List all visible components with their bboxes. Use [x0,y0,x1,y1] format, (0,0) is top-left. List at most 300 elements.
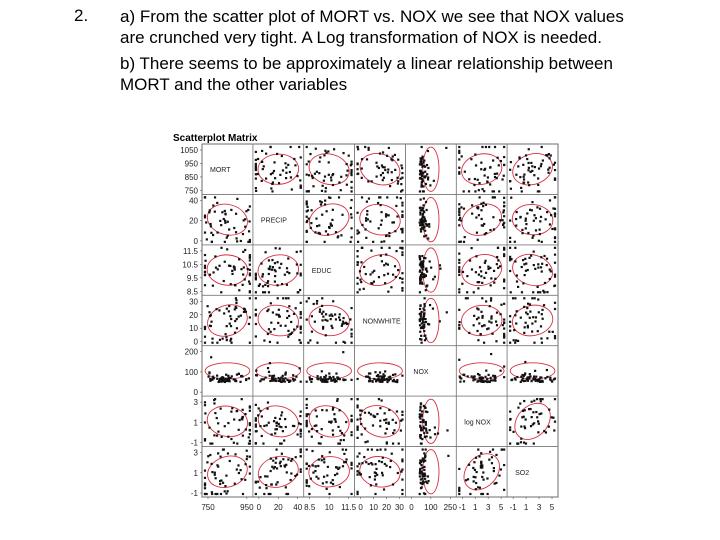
data-point [401,375,403,377]
data-point [287,164,289,166]
data-point [546,264,548,266]
data-point [496,173,498,175]
data-point [419,338,421,340]
data-point [248,220,250,222]
data-point [480,461,482,463]
data-point [220,408,222,410]
cell-border [253,144,304,194]
data-point [480,203,482,205]
density-ellipse [458,250,505,290]
data-point [221,436,223,438]
data-point [433,180,435,182]
data-point [213,402,215,404]
data-point [284,162,286,164]
data-point [249,239,251,241]
data-point [421,166,423,168]
data-point [548,426,550,428]
data-point [516,376,518,378]
data-point [212,204,214,206]
cell-border [304,194,355,244]
data-point [401,210,403,212]
data-point [388,147,390,149]
cell-border [355,346,406,396]
data-point [535,376,537,378]
data-point [424,406,426,408]
data-point [310,478,312,480]
data-point [285,297,287,299]
data-point [312,177,314,179]
data-point [262,273,264,275]
data-point [477,281,479,283]
data-point [255,404,257,406]
data-point [525,218,527,220]
data-point [279,442,281,444]
data-point [333,379,335,381]
data-point [501,219,503,221]
data-point [552,331,554,333]
data-point [420,415,422,417]
data-point [320,378,322,380]
data-point [285,486,287,488]
bottom-tick-label: 20 [382,503,391,512]
data-point [554,337,556,339]
data-point [249,256,251,258]
matrix-cell [456,295,507,345]
data-point [210,321,212,323]
data-point [308,218,310,220]
data-point [377,202,379,204]
data-point [421,410,423,412]
data-point [255,419,257,421]
data-point [546,211,548,213]
data-point [219,380,221,382]
data-point [299,367,301,369]
data-point [335,466,337,468]
data-point [316,225,318,227]
data-point [503,342,505,344]
data-point [458,468,460,470]
data-point [554,215,556,217]
data-point [227,221,229,223]
data-point [401,281,403,283]
data-point [365,237,367,239]
data-point [238,315,240,317]
data-point [374,415,376,417]
data-point [543,255,545,257]
data-point [458,262,460,264]
data-point [551,416,553,418]
data-point [401,289,403,291]
data-point [249,424,251,426]
data-point [481,297,483,299]
data-point [315,409,317,411]
data-point [259,487,261,489]
data-point [219,220,221,222]
data-point [226,248,228,250]
data-point [324,190,326,192]
data-point [317,375,319,377]
data-point [306,420,308,422]
data-point [309,153,311,155]
data-point [384,448,386,450]
data-point [293,158,295,160]
data-point [497,157,499,159]
data-point [493,228,495,230]
data-point [310,381,312,383]
data-point [373,378,375,380]
data-point [472,379,474,381]
data-point [422,264,424,266]
data-point [221,211,223,213]
data-point [479,380,481,382]
data-point [265,487,267,489]
data-point [492,159,494,161]
data-point [509,321,511,323]
data-point [531,416,533,418]
data-point [422,268,424,270]
data-point [255,151,257,153]
data-point [390,286,392,288]
data-point [376,165,378,167]
data-point [517,407,519,409]
data-point [326,488,328,490]
data-point [204,196,206,198]
data-point [255,323,257,325]
data-point [463,380,465,382]
cell-border [253,396,304,446]
data-point [311,450,313,452]
data-point [519,176,521,178]
data-point [204,271,206,273]
data-point [371,180,373,182]
data-point [497,267,499,269]
data-point [434,433,436,435]
matrix-cell [456,245,507,295]
data-point [490,377,492,379]
data-point [523,182,525,184]
data-point [424,460,426,462]
data-point [350,434,352,436]
data-point [392,442,394,444]
data-point [216,342,218,344]
data-point [311,378,313,380]
data-point [217,466,219,468]
data-point [527,325,529,327]
data-point [267,285,269,287]
data-point [528,184,530,186]
data-point [350,328,352,330]
data-point [525,220,527,222]
data-point [509,256,511,258]
data-point [549,278,551,280]
data-point [379,448,381,450]
data-point [509,219,511,221]
data-point [514,297,516,299]
data-point [361,167,363,169]
data-point [280,461,282,463]
data-point [542,159,544,161]
data-point [296,175,298,177]
data-point [538,413,540,415]
data-point [503,247,505,249]
data-point [382,172,384,174]
data-point [538,240,540,242]
data-point [517,165,519,167]
data-point [333,413,335,415]
data-point [388,376,390,378]
data-point [486,181,488,183]
matrix-cell [202,194,253,244]
data-point [306,220,308,222]
data-point [458,167,460,169]
data-point [375,483,377,485]
data-point [421,178,423,180]
data-point [366,201,368,203]
data-point [369,372,371,374]
data-point [339,486,341,488]
data-point [332,483,334,485]
data-point [554,377,556,379]
data-point [306,424,308,426]
data-point [478,214,480,216]
data-point [439,264,441,266]
data-point [546,291,548,293]
data-point [285,371,287,373]
data-point [269,341,271,343]
data-point [238,289,240,291]
data-point [423,235,425,237]
data-point [255,335,257,337]
data-point [242,493,244,495]
cell-border [507,346,558,396]
cell-border [405,295,456,345]
left-tick-label: 8.5 [186,287,198,297]
data-point [229,315,231,317]
density-ellipse [256,302,301,339]
data-point [554,169,556,171]
data-point [340,234,342,236]
cell-border [304,295,355,345]
data-point [322,185,324,187]
data-point [426,225,428,227]
data-point [427,475,429,477]
data-point [532,235,534,237]
data-point [326,474,328,476]
data-point [329,451,331,453]
data-point [423,221,425,223]
data-point [240,268,242,270]
data-point [509,169,511,171]
data-point [298,339,300,341]
data-point [427,237,429,239]
data-point [231,273,233,275]
data-point [421,180,423,182]
data-point [525,263,527,265]
density-ellipse [511,203,554,237]
data-point [275,313,277,315]
data-point [521,190,523,192]
data-point [379,407,381,409]
data-point [525,223,527,225]
data-point [509,342,511,344]
cell-border [304,447,355,497]
data-point [204,493,206,495]
data-point [401,448,403,450]
data-point [480,270,482,272]
data-point [400,471,402,473]
data-point [466,275,468,277]
data-point [514,377,516,379]
data-point [366,158,368,160]
data-point [311,428,313,430]
data-point [356,493,358,495]
data-point [235,302,237,304]
data-point [214,398,216,400]
data-point [217,431,219,433]
data-point [541,313,543,315]
data-point [499,313,501,315]
cell-border [202,396,253,446]
data-point [529,317,531,319]
data-point [516,211,518,213]
data-point [487,266,489,268]
data-point [483,324,485,326]
data-point [208,311,210,313]
data-point [306,146,308,148]
data-point [432,308,434,310]
data-point [476,330,478,332]
data-point [420,327,422,329]
variable-label: MORT [210,167,231,175]
data-point [356,470,358,472]
data-point [543,304,545,306]
data-point [249,406,251,408]
data-point [308,465,310,467]
data-point [387,168,389,170]
data-point [503,280,505,282]
data-point [384,432,386,434]
data-point [554,421,556,423]
data-point [517,340,519,342]
data-point [275,448,277,450]
data-point [267,401,269,403]
data-point [421,438,423,440]
data-point [279,248,281,250]
data-point [476,471,478,473]
data-point [330,179,332,181]
left-tick-label: 950 [184,159,198,169]
data-point [533,442,535,444]
bottom-tick-label: 3 [485,503,491,512]
data-point [509,325,511,327]
data-point [380,211,382,213]
data-point [339,430,341,432]
data-point [282,458,284,460]
data-point [395,276,397,278]
data-point [535,316,537,318]
bottom-tick-label: 0 [358,503,363,512]
data-point [423,190,425,192]
data-point [423,469,425,471]
data-point [381,472,383,474]
data-point [554,308,556,310]
left-tick-label: 20 [189,216,198,226]
data-point [260,262,262,264]
data-point [519,216,521,218]
data-point [321,313,323,315]
data-point [317,465,319,467]
data-point [493,467,495,469]
data-point [238,472,240,474]
data-point [319,156,321,158]
data-point [537,431,539,433]
data-point [483,169,485,171]
data-point [348,155,350,157]
matrix-cell [202,295,253,345]
data-point [227,490,229,492]
data-point [350,379,352,381]
data-point [429,184,431,186]
data-point [446,311,448,313]
data-point [401,254,403,256]
data-point [339,442,341,444]
data-point [285,426,287,428]
data-point [356,418,358,420]
data-point [225,380,227,382]
data-point [216,202,218,204]
data-point [228,305,230,307]
bottom-tick-label: 5 [549,503,555,512]
data-point [401,478,403,480]
data-point [392,419,394,421]
data-point [297,433,299,435]
data-point [477,448,479,450]
data-point [550,214,552,216]
data-point [537,184,539,186]
data-point [473,480,475,482]
data-point [268,422,270,424]
data-point [270,470,272,472]
data-point [247,268,249,270]
data-point [465,297,467,299]
matrix-title: Scatterplot Matrix [173,133,258,144]
data-point [539,398,541,400]
data-point [514,247,516,249]
matrix-cell [355,245,406,295]
data-point [231,375,233,377]
bottom-tick-label: 1 [473,503,478,512]
data-point [209,380,211,382]
data-point [332,376,334,378]
data-point [426,284,428,286]
data-point [370,484,372,486]
data-point [312,471,314,473]
data-point [427,480,429,482]
data-point [379,196,381,198]
data-point [509,411,511,413]
density-ellipse [358,454,403,490]
data-point [363,266,365,268]
data-point [296,325,298,327]
data-point [204,336,206,338]
variable-label: SO2 [515,469,530,477]
data-point [350,335,352,337]
data-point [360,423,362,425]
data-point [401,240,403,242]
data-point [363,288,365,290]
data-point [476,318,478,320]
matrix-cell [507,144,558,194]
